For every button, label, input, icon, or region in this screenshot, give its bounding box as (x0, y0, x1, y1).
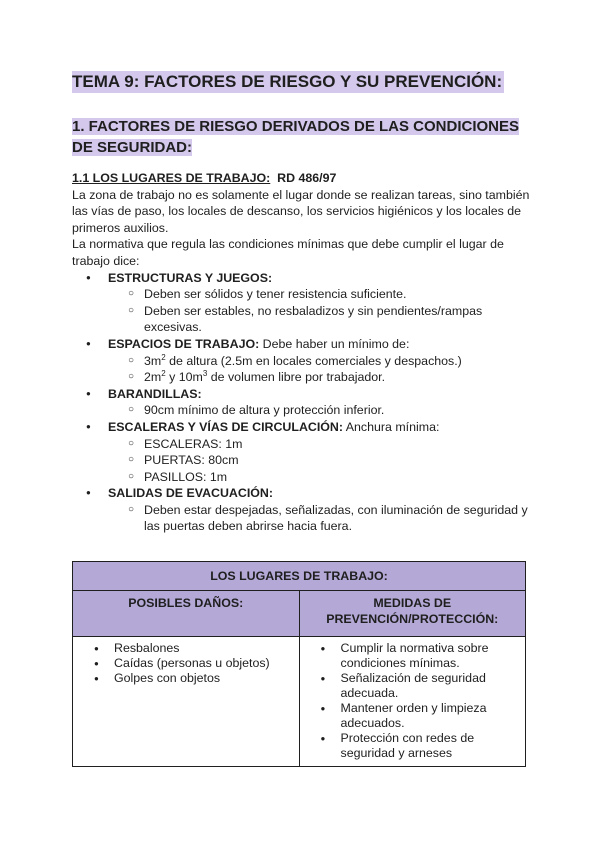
sub-list (108, 353, 532, 386)
list-item-espacios (72, 336, 532, 386)
list-item-salidas (72, 485, 532, 535)
page-title: TEMA 9: FACTORES DE RIESGO Y SU PREVENCIÓN: (72, 72, 503, 91)
sub-list (108, 402, 532, 419)
sub-item: ○ Deben ser estables, no resbaladizos y sin pendientes/rampas excesivas. (72, 303, 532, 336)
value: y 10m (165, 370, 203, 385)
superscript: 2 (161, 352, 166, 362)
item-label: ESCALERAS Y VÍAS DE CIRCULACIÓN: (108, 419, 343, 434)
sub-list (108, 502, 532, 535)
text: de altura (2.5m en locales comerciales y despachos.) (165, 353, 462, 368)
workplace-table (72, 561, 526, 767)
item-text: Anchura mínima: (343, 419, 440, 434)
sub-item: ○ Deben ser sólidos y tener resistencia suficiente. (72, 286, 532, 303)
list-item: ● Mantener orden y limpieza adecuados. (301, 701, 525, 731)
list-item-barandillas (72, 386, 532, 419)
danos-list (74, 641, 298, 686)
list-item: ● Cumplir la normativa sobre condiciones mínimas. (301, 641, 525, 671)
list-item: ● Resbalones (74, 641, 298, 656)
section-heading-text: 1. FACTORES DE RIESGO DERIVADOS DE LAS CONDICIONES DE SEGURIDAD: (72, 118, 520, 156)
superscript: 2 (161, 369, 166, 379)
subsection-heading (72, 170, 532, 187)
superscript: 3 (202, 369, 208, 379)
sub-list (108, 436, 532, 486)
list-item: ● Golpes con objetos (74, 671, 298, 686)
column-header-danos: POSIBLES DAÑOS: (73, 591, 300, 637)
value: 2m (144, 370, 162, 385)
requirements-list (72, 270, 532, 536)
column-header-medidas: MEDIDAS DE PREVENCIÓN/PROTECCIÓN: (299, 591, 526, 637)
subsection-title: 1.1 LOS LUGARES DE TRABAJO: (72, 171, 271, 185)
list-item-escaleras (72, 419, 532, 485)
sub-list (108, 286, 532, 336)
sub-item: ○ PUERTAS: 80cm (72, 452, 532, 469)
medidas-cell (299, 637, 526, 767)
section-heading (72, 116, 522, 158)
table-title: LOS LUGARES DE TRABAJO: (73, 562, 526, 591)
sub-item: ○ PASILLOS: 1m (72, 469, 532, 486)
sub-item-altura (72, 353, 532, 370)
medidas-list (301, 641, 525, 761)
paragraph-intro: La zona de trabajo no es solamente el lugar donde se realizan tareas, sino también las vías de paso, los locales de descanso, los servicios higiénicos y los locales de primeros auxilios. (72, 187, 530, 235)
section-body (72, 170, 532, 535)
item-label: ESTRUCTURAS Y JUEGOS: (108, 270, 273, 285)
danos-cell (73, 637, 300, 767)
sub-item-volumen (72, 369, 532, 386)
regulation-ref: RD 486/97 (277, 171, 337, 185)
text: de volumen libre por trabajador. (207, 370, 386, 385)
paragraph-normativa: La normativa que regula las condiciones mínimas que debe cumplir el lugar de trabajo dice: (72, 237, 504, 268)
list-item: ● Protección con redes de seguridad y arneses (301, 731, 525, 761)
item-label: SALIDAS DE EVACUACIÓN: (108, 486, 273, 501)
item-label: BARANDILLAS: (108, 386, 202, 401)
value: 3m (144, 353, 162, 368)
item-label: ESPACIOS DE TRABAJO: (108, 336, 260, 351)
sub-item: ○ ESCALERAS: 1m (72, 436, 532, 453)
sub-item: ○ 90cm mínimo de altura y protección inferior. (72, 402, 532, 419)
list-item-estructuras (72, 270, 532, 336)
item-text: Debe haber un mínimo de: (259, 336, 410, 351)
list-item: ● Caídas (personas u objetos) (74, 656, 298, 671)
list-item: ● Señalización de seguridad adecuada. (301, 671, 525, 701)
sub-item: ○ Deben estar despejadas, señalizadas, con iluminación de seguridad y las puertas deben abrirse hacia fuera. (72, 502, 532, 535)
